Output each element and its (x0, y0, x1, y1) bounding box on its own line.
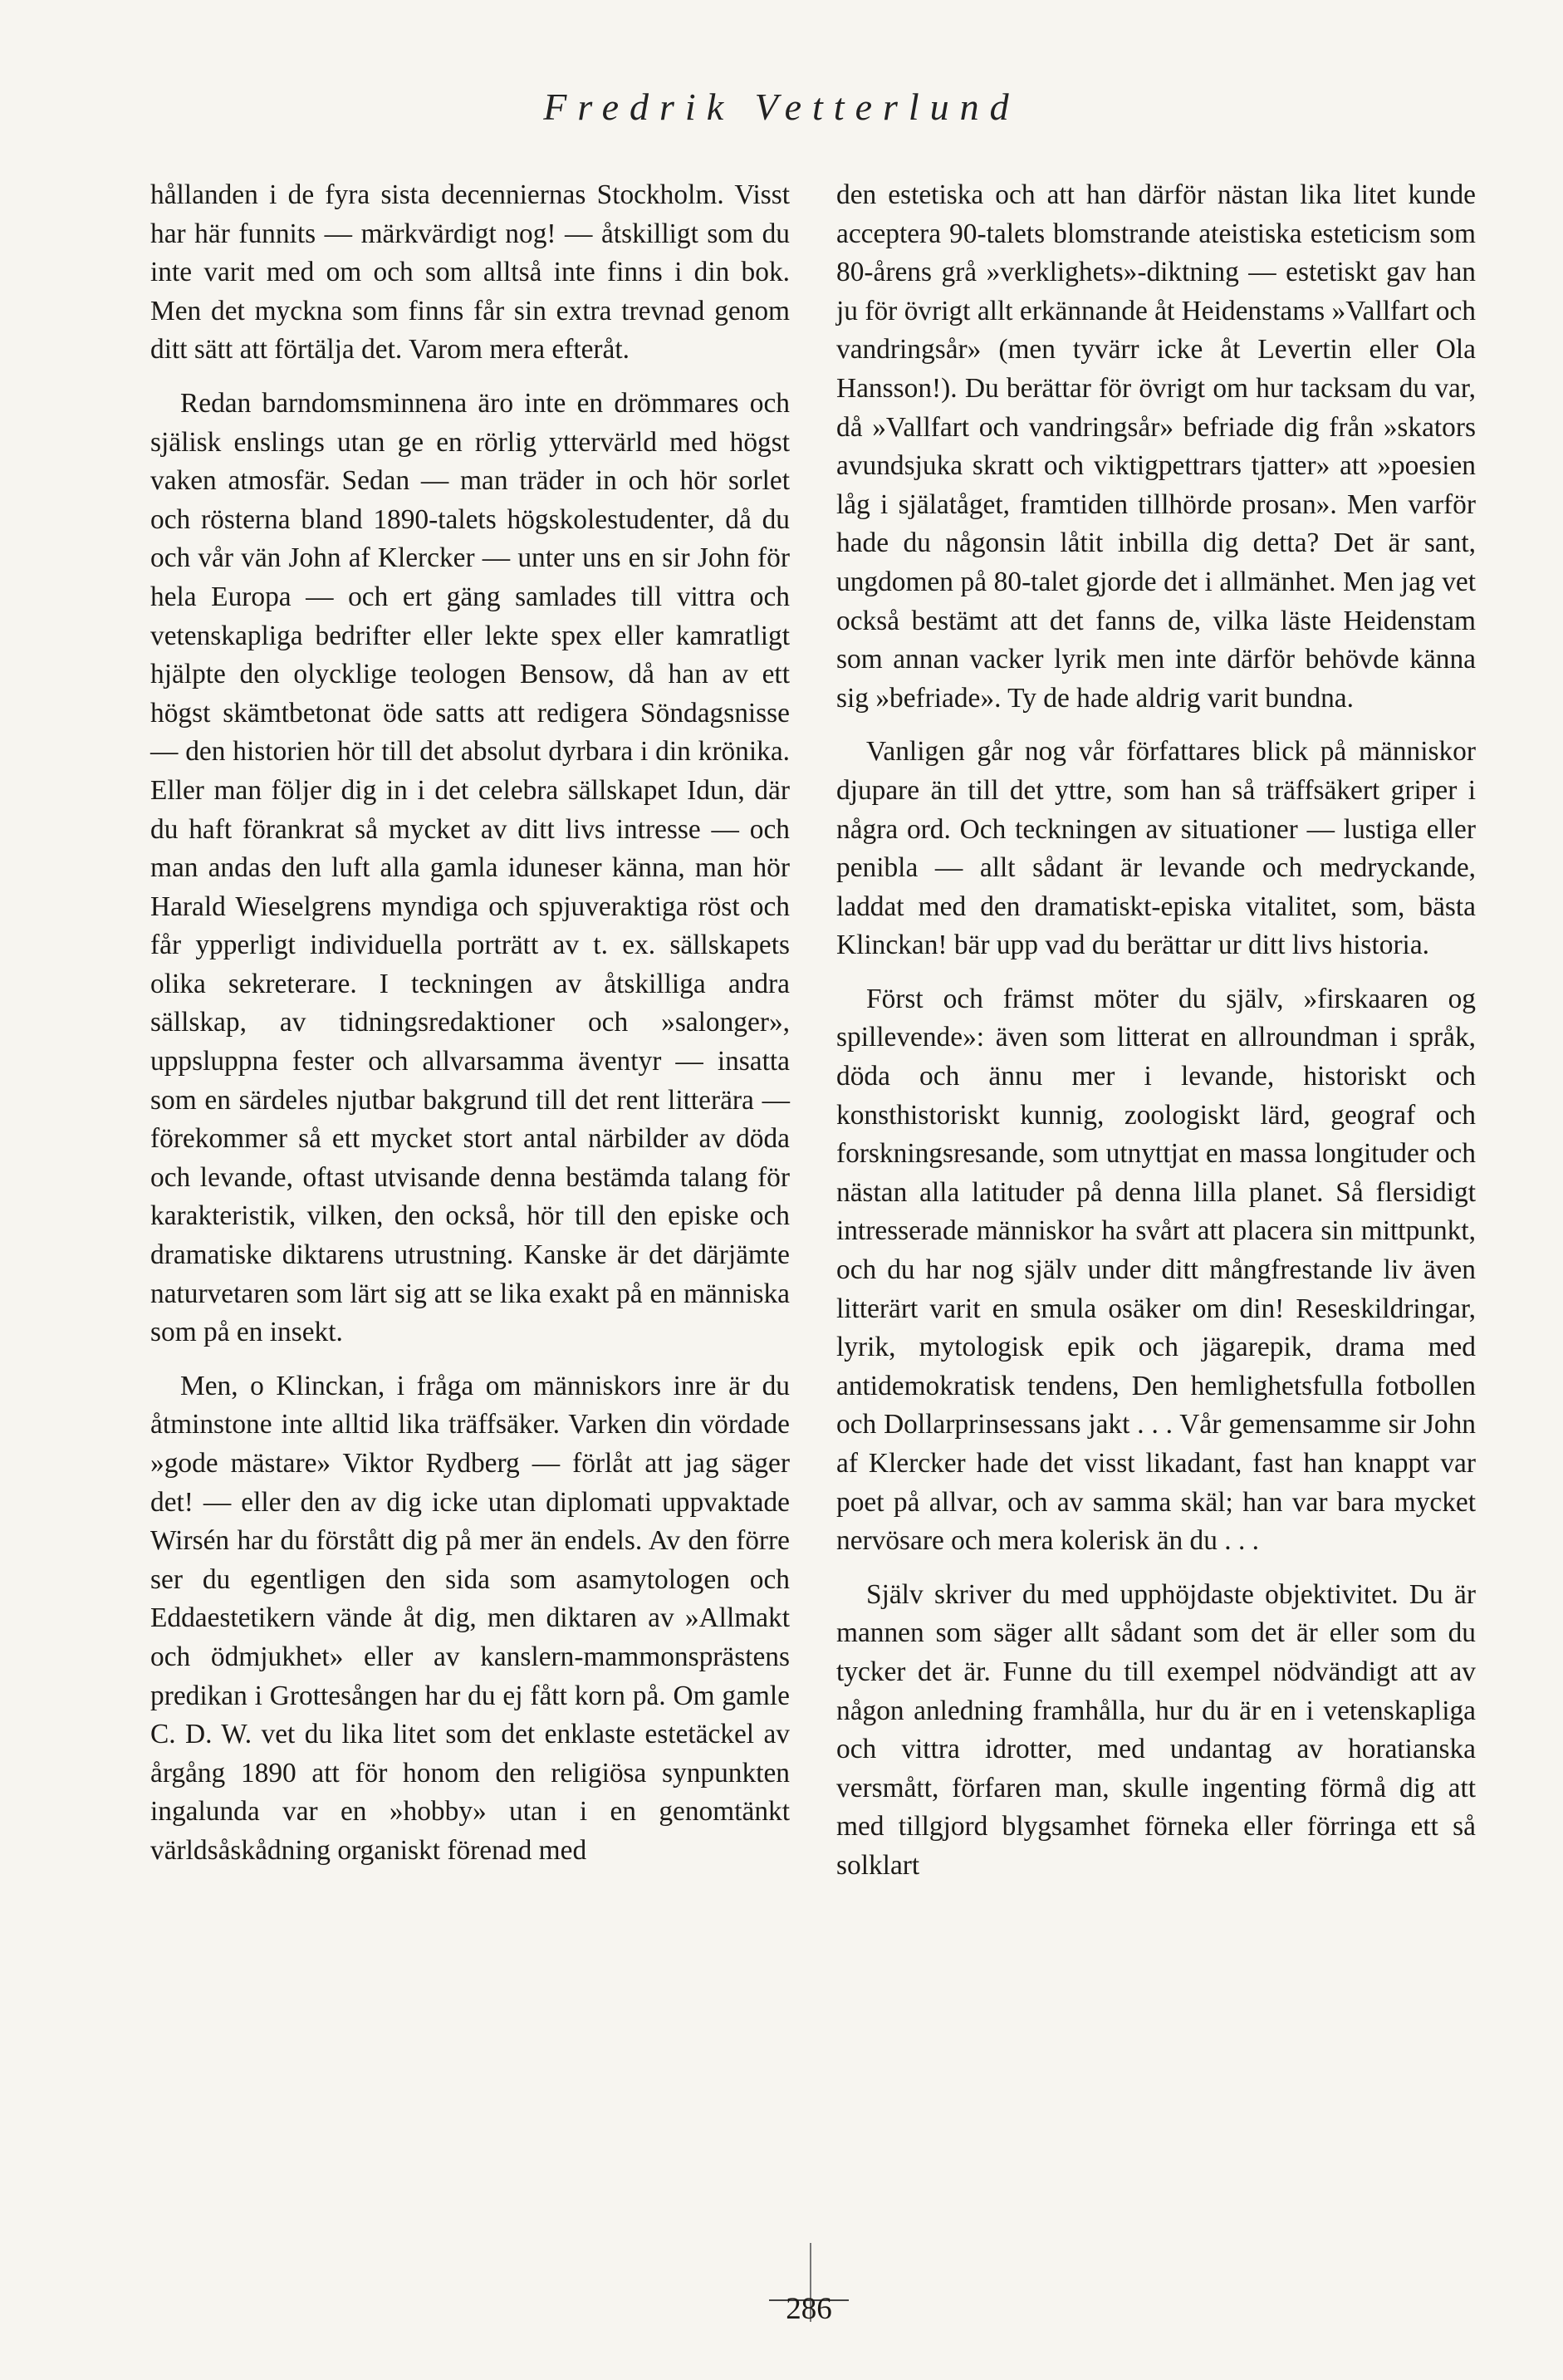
paragraph: Först och främst möter du själv, »firskaaren og spillevende»: även som litterat en allroundman i språk, döda och ännu mer i levande, historiskt och konsthistoriskt kunnig, zoologiskt lärd, geograf och forskningsresande, som utnyttjat en massa longituder och nästan alla latituder på denna lilla planet. Så flersidigt intresserade människor ha svårt att placera sin mittpunkt, och du har nog själv under ditt mångfrestande liv även litterärt varit en smula osäker om din! Reseskildringar, lyrik, mytologisk epik och jägarepik, drama med antidemokratisk tendens, Den hemlighetsfulla fotbollen och Dollarprinsessans jakt . . . Vår gemensamme sir John af Klercker hade det visst likadant, fast han knappt var poet på allvar, och av samma skäl; han var bara mycket nervösare och mera kolerisk än du . . . (836, 983, 1476, 1557)
left-column (150, 176, 790, 1871)
paragraph: den estetiska och att han därför nästan lika litet kunde acceptera 90-talets blomstrande ateistiska esteticism som 80-årens grå »verklighets»-diktning — estetiskt gav han ju för övrigt allt erkännande åt Heidenstams »Vallfart och vandringsår» (men tyvärr icke åt Levertin eller Ola Hansson!). Du berättar för övrigt om hur tacksam du var, då »Vallfart och vandringsår» befriade dig från »skators avundsjuka skratt och viktigpettrars tjatter» att »poesien låg i själatåget, framtiden tillhörde prosan». Men varför hade du någonsin låtit inbilla dig detta? Det är sant, ungdomen på 80-talet gjorde det i allmänhet. Men jag vet också bestämt att det fanns de, vilka läste Heidenstam som annan vacker lyrik men inte därför behövde känna sig »befriade». Ty de hade aldrig varit bundna. (836, 179, 1476, 714)
paragraph: Redan barndomsminnena äro inte en drömmares och själisk enslings utan ge en rörlig yttervärld med högst vaken atmosfär. Sedan — man träder in och hör sorlet och rösterna bland 1890-talets högskolestudenter, då du och vår vän John af Klercker — unter uns en sir John för hela Europa — och ert gäng samlades till vittra och vetenskapliga bedrifter eller lekte spex eller kamratligt hjälpte den olycklige teologen Bensow, då han av ett högst skämtbetonat öde satts att redigera Söndagsnisse — den historien hör till det absolut dyrbara i din krönika. Eller man följer dig in i det celebra sällskapet Idun, där du haft förankrat så mycket av ditt livs intresse — och man andas den luft alla gamla iduneser känna, man hör Harald Wieselgrens myndiga och spjuveraktiga röst och får ypperligt individuella porträtt av t. ex. sällskapets olika sekreterare. I teckningen av åtskilliga andra sällskap, av tidningsredaktioner och »salonger», uppsluppna fester och allvarsamma äventyr — insatta som en särdeles njutbar bakgrund till det rent litterära — förekommer så ett mycket stort antal närbilder av döda och levande, oftast utvisande denna bestämda talang för karakteristik, vilken, den också, hör till den episke och dramatiske diktarens utrustning. Kanske är det därjämte naturvetaren som lärt sig att se lika exakt på en människa som på en insekt. (150, 387, 790, 1348)
paragraph: Vanligen går nog vår författares blick på människor djupare än till det yttre, som han så träffsäkert griper i några ord. Och teckningen av situationer — lustiga eller penibla — allt sådant är levande och medryckande, laddat med den dramatiskt-episka vitalitet, som, bästa Klinckan! bär upp vad du berättar ur ditt livs historia. (836, 736, 1476, 961)
right-column (836, 176, 1476, 1886)
page-number: 286 (786, 2292, 832, 2326)
running-head: Fredrik Vetterlund (543, 86, 1020, 128)
paragraph: hållanden i de fyra sista decenniernas Stockholm. Visst har här funnits — märkvärdigt nog! — åtskilligt som du inte varit med om och som alltså inte finns i din bok. Men det myckna som finns får sin extra trevnad genom ditt sätt att förtälja det. Varom mera efteråt. (150, 179, 790, 366)
paragraph: Själv skriver du med upphöjdaste objektivitet. Du är mannen som säger allt sådant som det är eller som du tycker det är. Funne du till exempel nödvändigt att av någon anledning framhålla, hur du är en i vetenskapliga och vittra idrotter, med undantag av horatianska versmått, förfaren man, skulle ingenting förmå dig att med tillgjord blygsamhet förneka eller förringa ett så solklart (836, 1578, 1476, 1881)
paragraph: Men, o Klinckan, i fråga om människors inre är du åtminstone inte alltid lika träffsäker. Varken din vördade »gode mästare» Viktor Rydberg — förlåt att jag säger det! — eller den av dig icke utan diplomati uppvaktade Wirsén har du förstått dig på mer än endels. Av den förre ser du egentligen den sida som asamytologen och Eddaestetikern vände åt dig, men diktaren av »Allmakt och ödmjukhet» eller av kanslern-mammonsprästens predikan i Grottesången har du ej fått korn på. Om gamle C. D. W. vet du lika litet som det enklaste estetäckel av årgång 1890 att för honom den religiösa synpunkten ingalunda var en »hobby» utan i en genomtänkt världsåskådning organiskt förenad med (150, 1370, 790, 1866)
